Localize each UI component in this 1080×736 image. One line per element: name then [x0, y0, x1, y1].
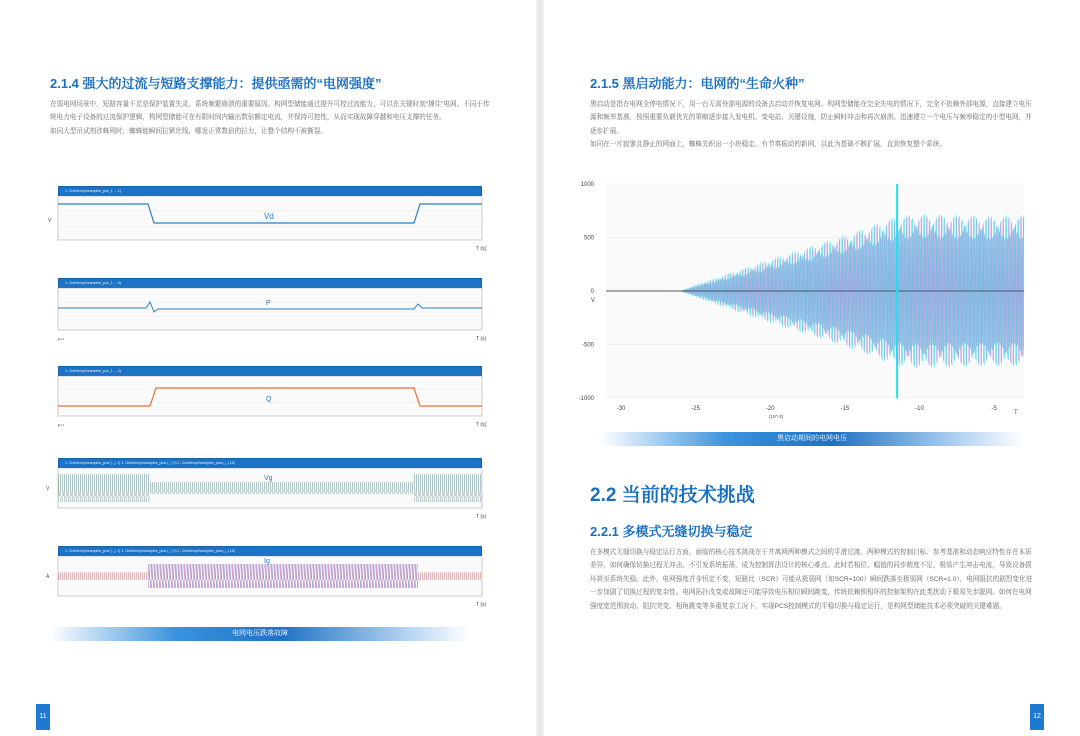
left-paragraph-1: 在弱电网场景中，短路容量不足是保护装置失灵、系统频繁崩溃的重要原因。构网型储能通过提升可控过流能力，可以在关键时刻“撑住”电网。不同于传统电力电子设备的过流保护逻辑，构网型储能可在有限时间内输出数倍额定电流，并保持可控性，从而实现故障穿越和电压支撑的任务。: [50, 101, 490, 122]
chart-vd-panel: [48, 186, 487, 257]
right-paragraph-1: 黑启动是指在电网全停电情况下，用一台无需外部电源的设备去启动并恢复电网。构网型储能在完全失电的情况下，完全不依赖外部电源，直接建立电压源和频率基准，按照重要负载优先的策略逐步接入发电机、变电站、关键设施，防止瞬时冲击和再次崩溃。迅速建立一个电压与频率稳定的小型电网，并逐步扩展。: [590, 101, 1032, 135]
y-tick-label: 500: [583, 235, 594, 242]
chart-vd-xunit: T (s): [476, 246, 487, 252]
x-tick-label: -10: [915, 406, 924, 412]
chart-p-header: [58, 278, 482, 288]
chart-ig-tag: 1: Ouh/temp/hsamples_pcs/ (,,,) 1) 1: Ouh/temp/hsamples_pcs/ (,,,) 9) 1: Ouh/temp/hsamples_pcs/ (,,,) 10): [65, 549, 235, 553]
chart-ig-panel: [46, 546, 487, 613]
y-tick-label: 1000: [580, 182, 594, 188]
chart-vd-tag: 1: Ouh/temp/hsamples_pcs_1 ... 1): [65, 189, 121, 193]
x-tick-label: -15: [840, 406, 850, 412]
chart-p-panel: [58, 278, 487, 347]
x-tick-label: -20: [765, 406, 775, 412]
y-tick-label: 0: [590, 289, 594, 295]
chart-ig-label: Ig: [264, 558, 270, 565]
chart-q-xunit: T (s): [476, 422, 487, 428]
left-page-number: 11: [36, 704, 50, 730]
y-tick-label: -500: [581, 342, 594, 349]
chart-q-plot: [58, 376, 487, 428]
left-figure-caption: 电网电压跌落故障: [50, 627, 470, 641]
right-paragraph-3: 在多模式无缝切换与稳定运行方面，面临的核心技术挑战在于并离网两种模式之间的平滑过渡。两种模式的控制目标、参考基准和动态响应特性存在本质差异，如何确保切换过程无冲击、不引发系统振荡，成为控制算法设计的核心难点。此时若相位、幅值的同步精度不足，极易产生冲击电流，导致设备损坏甚至系统失稳。此外，电网强度并非恒定不变，短路比（SCR）可能从极弱网（如SCR=100）瞬间跌落至极弱网（SCR=1.0），电网阻抗的剧烈变化进一步加剧了切换过程的复杂性。电网拓扑改变或故障还可能导致电压相位瞬间跳变，传统依赖锁相环的控制架构在此类扰动下极易失步脱网。如何在电网强度宽范围波动、阻抗突变、相角跳变等多重复杂工况下，实现PCS控制模式的平稳切换与稳定运行，是构网型储能技术必须突破的关键难题。: [590, 549, 1033, 610]
black-start-chart: [564, 184, 1024, 424]
chart-vg-panel: [46, 458, 487, 525]
book-gutter: [536, 0, 544, 736]
chart-vd-ylabel: V: [48, 218, 52, 224]
section-title-2-2: 2.2 当前的技术挑战: [590, 485, 755, 506]
left-paragraph-2: 如同大型吊试剂涉蛛网时，蜘蛛能瞬间拉紧丝线，哪发正常数倍的拉力，让整个结构不被撕裂。: [50, 127, 327, 135]
right-paragraph-2: 如同在一片寂寥且静止的网面上，蜘蛛先织出一小块稳定、有节奏振动的新网，以此为基础不断扩展，直到恢复整个系统。: [590, 141, 947, 149]
chart-ig-plot: [46, 556, 487, 608]
right-page: [544, 0, 1080, 736]
x-tick-label: -25: [691, 406, 700, 412]
chart-p-label: P: [266, 300, 271, 307]
chart-p-ylabel: p.u: [58, 336, 64, 341]
chart-y-axis-label: V: [591, 298, 596, 304]
right-body-text: [590, 98, 1036, 152]
chart-x-multiplier: (10^-3): [769, 414, 784, 419]
chart-vg-header: [58, 458, 482, 468]
chart-vg-xunit: T (s): [476, 514, 487, 520]
chart-p-plot: [58, 288, 487, 342]
chart-ig-header: [58, 546, 482, 556]
chart-ig-ylabel: A: [46, 574, 50, 580]
subheading-2-2-1: 2.2.1 多模式无缝切换与稳定: [590, 524, 753, 539]
section-heading-2-1-4: 2.1.4 强大的过流与短路支撑能力：提供亟需的“电网强度”: [50, 76, 382, 91]
chart-q-tag: 1: Ouh/temp/hsamples_pcs_1 ... 2): [65, 369, 121, 373]
chart-vd-label: Vd: [264, 212, 274, 221]
right-body-text-2: [590, 546, 1036, 613]
chart-vg-plot: [46, 468, 487, 520]
chart-q-panel: [58, 366, 487, 433]
chart-p-xunit: T (s): [476, 336, 487, 342]
chart-ig-xunit: T (s): [476, 602, 487, 608]
x-tick-label: -30: [616, 406, 626, 412]
chart-x-axis-label: T: [1014, 410, 1018, 416]
section-heading-2-1-5: 2.1.5 黑启动能力：电网的“生命火种”: [590, 76, 805, 91]
chart-q-header: [58, 366, 482, 376]
chart-vd-header: [58, 186, 482, 196]
chart-vd-plot: [48, 196, 487, 252]
right-page-number: 12: [1030, 704, 1044, 730]
chart-vg-tag: 1: Ouh/temp/hsamples_pcs/ (,,,) 1) 1: Ouh/temp/hsamples_pcs/ (,,,) 9) 1: Ouh/temp/hsamples_pcs/ (,,,) 10): [65, 461, 235, 465]
chart-vg-label: Vg: [264, 475, 273, 482]
chart-q-ylabel: p.u: [58, 422, 64, 427]
right-figure-caption: 黑启动期间的电网电压: [600, 432, 1024, 446]
chart-p-tag: 1: Ouh/temp/hsamples_pcs_1 ... 4): [65, 281, 121, 285]
chart-q-label: Q: [266, 396, 272, 403]
chart-vg-ylabel: V: [46, 486, 50, 492]
x-tick-label: -5: [991, 406, 997, 412]
left-page: [0, 0, 536, 736]
y-tick-label: -1000: [578, 396, 594, 402]
left-body-text: [50, 98, 494, 138]
